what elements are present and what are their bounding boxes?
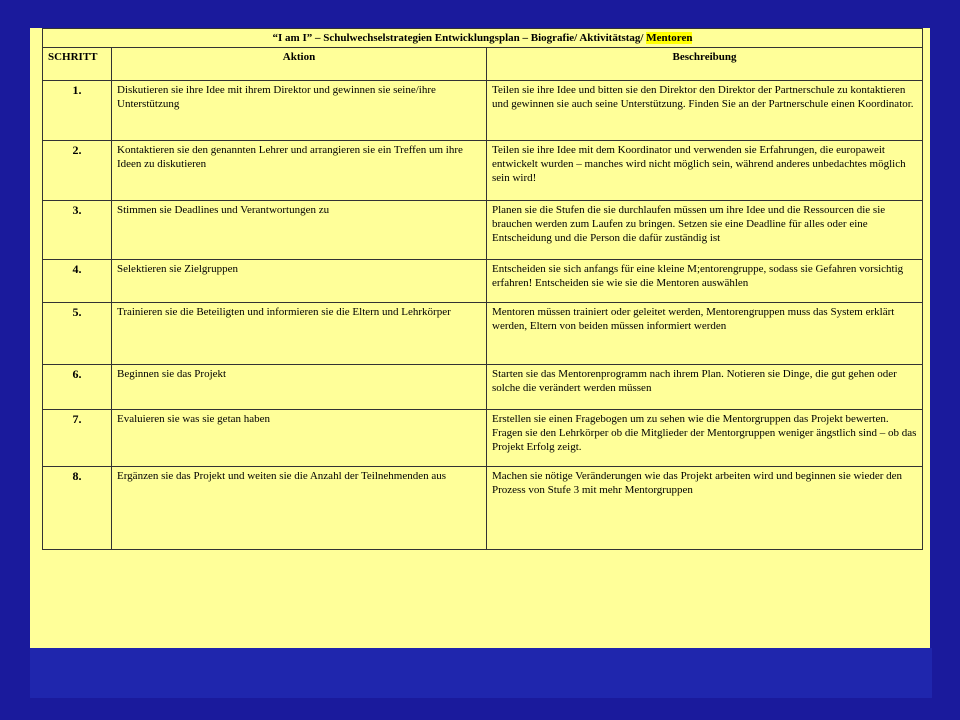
action-cell: Selektieren sie Zielgruppen (112, 260, 487, 303)
action-cell: Ergänzen sie das Projekt und weiten sie die Anzahl der Teilnehmenden aus (112, 467, 487, 550)
header-description: Beschreibung (487, 48, 923, 81)
header-action: Aktion (112, 48, 487, 81)
action-cell: Stimmen sie Deadlines und Verantwortungen zu (112, 201, 487, 260)
table-row (43, 410, 923, 467)
step-number: 8. (43, 467, 112, 550)
step-number: 4. (43, 260, 112, 303)
slide-panel (30, 28, 930, 648)
description-cell: Erstellen sie einen Fragebogen um zu sehen wie die Mentorgruppen das Projekt bewerten. Fragen sie den Lehrkörper ob die Mitglieder der Mentorgruppen weniger ängstlich sind – ob das Projekt Erfolg zeigt. (487, 410, 923, 467)
title-text: “I am I” – Schulwechselstrategien Entwicklungsplan – Biografie/ Aktivitätstag/ (272, 32, 647, 44)
table-header-row (43, 48, 923, 81)
title-highlight: Mentoren (646, 32, 693, 44)
action-cell: Evaluieren sie was sie getan haben (112, 410, 487, 467)
step-number: 5. (43, 303, 112, 365)
description-cell: Machen sie nötige Veränderungen wie das Projekt arbeiten wird und beginnen sie wieder den Prozess von Stufe 3 mit mehr Mentorgruppen (487, 467, 923, 550)
action-cell: Diskutieren sie ihre Idee mit ihrem Direktor und gewinnen sie seine/ihre Unterstützung (112, 81, 487, 141)
header-step: SCHRITT (43, 48, 112, 81)
description-cell: Mentoren müssen trainiert oder geleitet werden, Mentorengruppen muss das System erklärt werden, Eltern von beiden müssen informiert werden (487, 303, 923, 365)
table-row (43, 260, 923, 303)
table-row (43, 303, 923, 365)
description-cell: Planen sie die Stufen die sie durchlaufen müssen um ihre Idee und die Ressourcen die sie brauchen werden zum Laufen zu bringen. Setzen sie eine Deadline für alles oder eine Entscheidung und die Person die dafür zuständig ist (487, 201, 923, 260)
description-cell: Teilen sie ihre Idee mit dem Koordinator und verwenden sie Erfahrungen, die europaweit entwickelt wurden – manches wird nicht möglich sein, während anderes unbedachtes möglich sein wird! (487, 141, 923, 201)
action-cell: Beginnen sie das Projekt (112, 365, 487, 410)
table-row (43, 81, 923, 141)
step-number: 3. (43, 201, 112, 260)
description-cell: Starten sie das Mentorenprogramm nach ihrem Plan. Notieren sie Dinge, die gut gehen oder solche die verändert werden müssen (487, 365, 923, 410)
action-cell: Trainieren sie die Beteiligten und informieren sie die Eltern und Lehrkörper (112, 303, 487, 365)
step-number: 7. (43, 410, 112, 467)
table-title (43, 29, 923, 48)
table-title-row (43, 29, 923, 48)
step-number: 6. (43, 365, 112, 410)
step-number: 2. (43, 141, 112, 201)
background-band (30, 648, 932, 698)
action-cell: Kontaktieren sie den genannten Lehrer und arrangieren sie ein Treffen um ihre Ideen zu diskutieren (112, 141, 487, 201)
development-plan-table (42, 28, 923, 550)
description-cell: Teilen sie ihre Idee und bitten sie den Direktor den Direktor der Partnerschule zu kontaktieren und gewinnen sie auch seine Unterstützung. Finden Sie an der Partnerschule einen Koordinator. (487, 81, 923, 141)
table-row (43, 201, 923, 260)
table-row (43, 141, 923, 201)
description-cell: Entscheiden sie sich anfangs für eine kleine M;entorengruppe, sodass sie Gefahren vorsichtig erfahren! Entscheiden sie wie sie die Mentoren auswählen (487, 260, 923, 303)
step-number: 1. (43, 81, 112, 141)
table-row (43, 467, 923, 550)
table-row (43, 365, 923, 410)
